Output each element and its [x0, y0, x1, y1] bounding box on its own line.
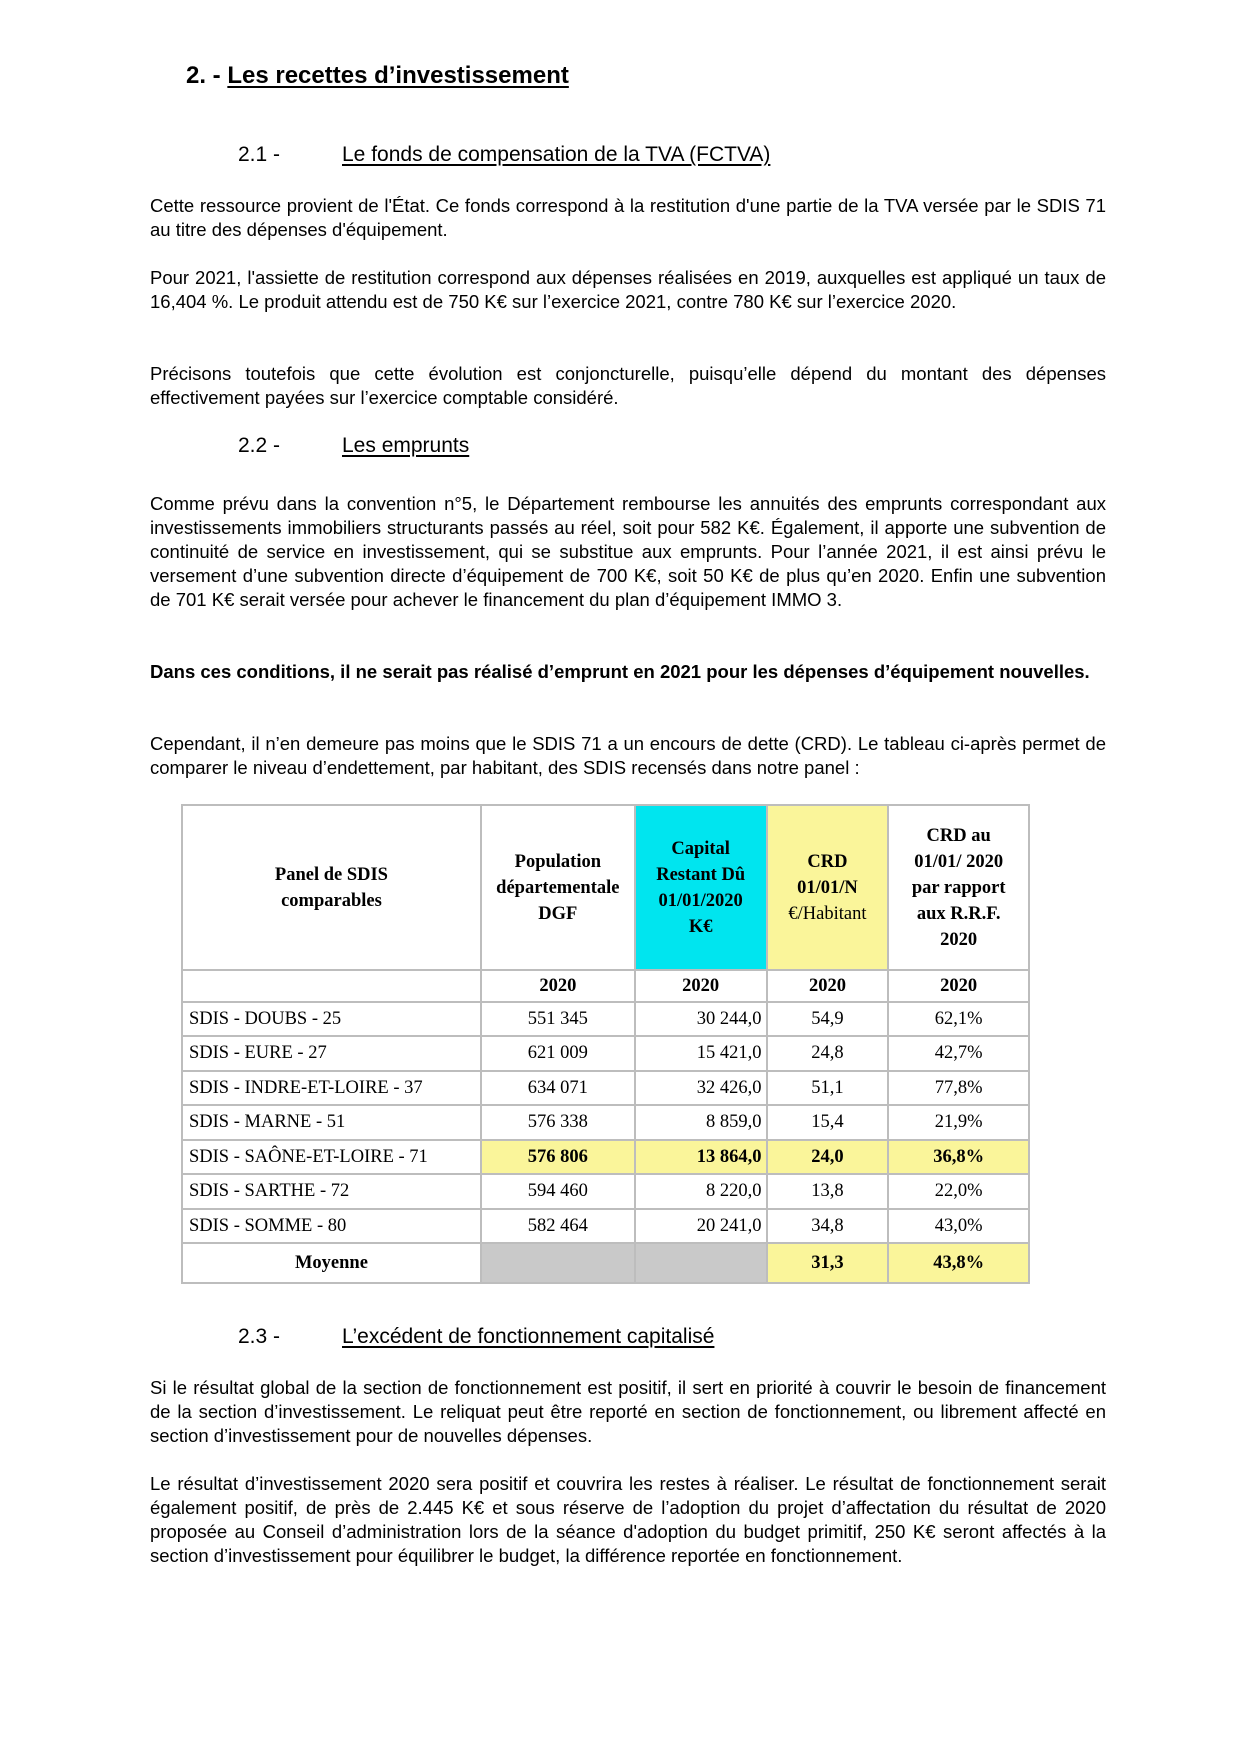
average-crd: 31,3 — [767, 1243, 889, 1283]
paragraph: Précisons toutefois que cette évolution est conjoncturelle, puisqu’elle dépend du montant des dépenses effectivement payées sur l’exercice comptable considéré. — [150, 363, 1106, 408]
subsection-number: 2.3 - — [238, 1325, 281, 1348]
table-cell: 20 241,0 — [635, 1209, 767, 1243]
paragraph: Cette ressource provient de l'État. Ce fonds correspond à la restitution d'une partie de la TVA versée par le SDIS 71 au titre des dépenses d'équipement. — [150, 195, 1106, 240]
table-cell: 21,9% — [888, 1105, 1029, 1139]
average-label: Moyenne — [182, 1243, 481, 1283]
subsection-heading-2-2 — [238, 434, 469, 458]
subsection-title: L’excédent de fonctionnement capitalisé — [342, 1325, 715, 1348]
table-row — [182, 1105, 1029, 1139]
subsection-title: Les emprunts — [342, 434, 470, 457]
year-cell: 2020 — [888, 970, 1029, 1002]
table-cell: 42,7% — [888, 1036, 1029, 1070]
table-cell: 551 345 — [481, 1002, 635, 1036]
table-cell: SDIS - INDRE-ET-LOIRE - 37 — [182, 1071, 481, 1105]
debt-comparison-table — [181, 804, 1030, 1284]
table-cell: 30 244,0 — [635, 1002, 767, 1036]
subsection-number: 2.1 - — [238, 143, 281, 166]
table-cell: SDIS - DOUBS - 25 — [182, 1002, 481, 1036]
table-cell: 43,0% — [888, 1209, 1029, 1243]
paragraph: Le résultat d’investissement 2020 sera positif et couvrira les restes à réaliser. Le résultat de fonctionnement serait également positif, de près de 2.445 K€ et sous réserve de l’adoption du projet d’affectation du résultat de 2020 proposée au Conseil d’administration lors de la séance d'adoption du budget primitif, 250 K€ seront affectés à la section d’investissement pour équilibrer le budget, la différence reportée en fonctionnement. — [150, 1473, 1106, 1566]
paragraph: Pour 2021, l'assiette de restitution correspond aux dépenses réalisées en 2019, auxquelles est appliqué un taux de 16,404 %. Le produit attendu est de 750 K€ sur l’exercice 2021, contre 780 K€ sur l’exercice 2020. — [150, 267, 1106, 312]
table-cell: 8 220,0 — [635, 1174, 767, 1208]
year-cell — [182, 970, 481, 1002]
table-cell: SDIS - EURE - 27 — [182, 1036, 481, 1070]
subsection-title: Le fonds de compensation de la TVA (FCTVA) — [342, 143, 771, 166]
section-title: Les recettes d’investissement — [227, 62, 569, 89]
table-row-average — [182, 1243, 1029, 1283]
section-number: 2. - — [186, 62, 228, 89]
subsection-heading-2-1 — [238, 143, 770, 167]
table-cell: 634 071 — [481, 1071, 635, 1105]
table-cell: 13,8 — [767, 1174, 889, 1208]
table-cell: 36,8% — [888, 1140, 1029, 1174]
table-cell: 62,1% — [888, 1002, 1029, 1036]
table-cell: SDIS - SARTHE - 72 — [182, 1174, 481, 1208]
table-cell: 32 426,0 — [635, 1071, 767, 1105]
table-cell: SDIS - SAÔNE-ET-LOIRE - 71 — [182, 1140, 481, 1174]
table-cell: 15,4 — [767, 1105, 889, 1139]
table-row — [182, 1174, 1029, 1208]
header-capital: Capital Restant Dû 01/01/2020 K€ — [635, 805, 767, 970]
table-cell: 13 864,0 — [635, 1140, 767, 1174]
table-cell: 22,0% — [888, 1174, 1029, 1208]
table-cell: 576 806 — [481, 1140, 635, 1174]
table-row-highlighted — [182, 1140, 1029, 1174]
empty-cell — [481, 1243, 635, 1283]
paragraph: Si le résultat global de la section de fonctionnement est positif, il sert en priorité à couvrir le besoin de financement de la section d’investissement. Le reliquat peut être reporté en section de fonctionnement, ou librement affecté en section d’investissement pour de nouvelles dépenses. — [150, 1377, 1106, 1446]
section-heading — [186, 62, 569, 90]
table-cell: 621 009 — [481, 1036, 635, 1070]
table-cell: 24,0 — [767, 1140, 889, 1174]
table-row — [182, 1071, 1029, 1105]
table-cell: 77,8% — [888, 1071, 1029, 1105]
table-cell: 54,9 — [767, 1002, 889, 1036]
subsection-heading-2-3 — [238, 1325, 714, 1349]
year-cell: 2020 — [635, 970, 767, 1002]
table-cell: 594 460 — [481, 1174, 635, 1208]
table-row — [182, 1209, 1029, 1243]
table-cell: 576 338 — [481, 1105, 635, 1139]
average-rrf: 43,8% — [888, 1243, 1029, 1283]
table-cell: SDIS - SOMME - 80 — [182, 1209, 481, 1243]
table-cell: 34,8 — [767, 1209, 889, 1243]
header-crd-rrf: CRD au 01/01/ 2020 par rapport aux R.R.F. 2020 — [888, 805, 1029, 970]
year-cell: 2020 — [481, 970, 635, 1002]
header-panel: Panel de SDIS comparables — [182, 805, 481, 970]
header-population: Population départementale DGF — [481, 805, 635, 970]
table-cell: 15 421,0 — [635, 1036, 767, 1070]
table-cell: 51,1 — [767, 1071, 889, 1105]
empty-cell — [635, 1243, 767, 1283]
table-cell: 24,8 — [767, 1036, 889, 1070]
paragraph: Comme prévu dans la convention n°5, le Département rembourse les annuités des emprunts correspondant aux investissements immobiliers structurants passés au réel, soit pour 582 K€. Également, il apporte une subvention de continuité de service en investissement, qui se substitue aux emprunts. Pour l’année 2021, il est ainsi prévu le versement d’une subvention directe d’équipement de 700 K€, soit 50 K€ de plus qu’en 2020. Enfin une subvention de 701 K€ serait versée pour achever le financement du plan d’équipement IMMO 3. — [150, 493, 1106, 610]
table-row — [182, 1002, 1029, 1036]
table-cell: 582 464 — [481, 1209, 635, 1243]
bold-paragraph: Dans ces conditions, il ne serait pas réalisé d’emprunt en 2021 pour les dépenses d’équipement nouvelles. — [150, 661, 1090, 682]
table-cell: 8 859,0 — [635, 1105, 767, 1139]
paragraph: Cependant, il n’en demeure pas moins que le SDIS 71 a un encours de dette (CRD). Le tableau ci-après permet de comparer le niveau d’endettement, par habitant, des SDIS recensés dans notre panel : — [150, 733, 1106, 778]
header-crd-per-inhabitant: CRD 01/01/N €/Habitant — [767, 805, 889, 970]
year-cell: 2020 — [767, 970, 889, 1002]
table-row — [182, 1036, 1029, 1070]
subsection-number: 2.2 - — [238, 434, 281, 457]
table-cell: SDIS - MARNE - 51 — [182, 1105, 481, 1139]
